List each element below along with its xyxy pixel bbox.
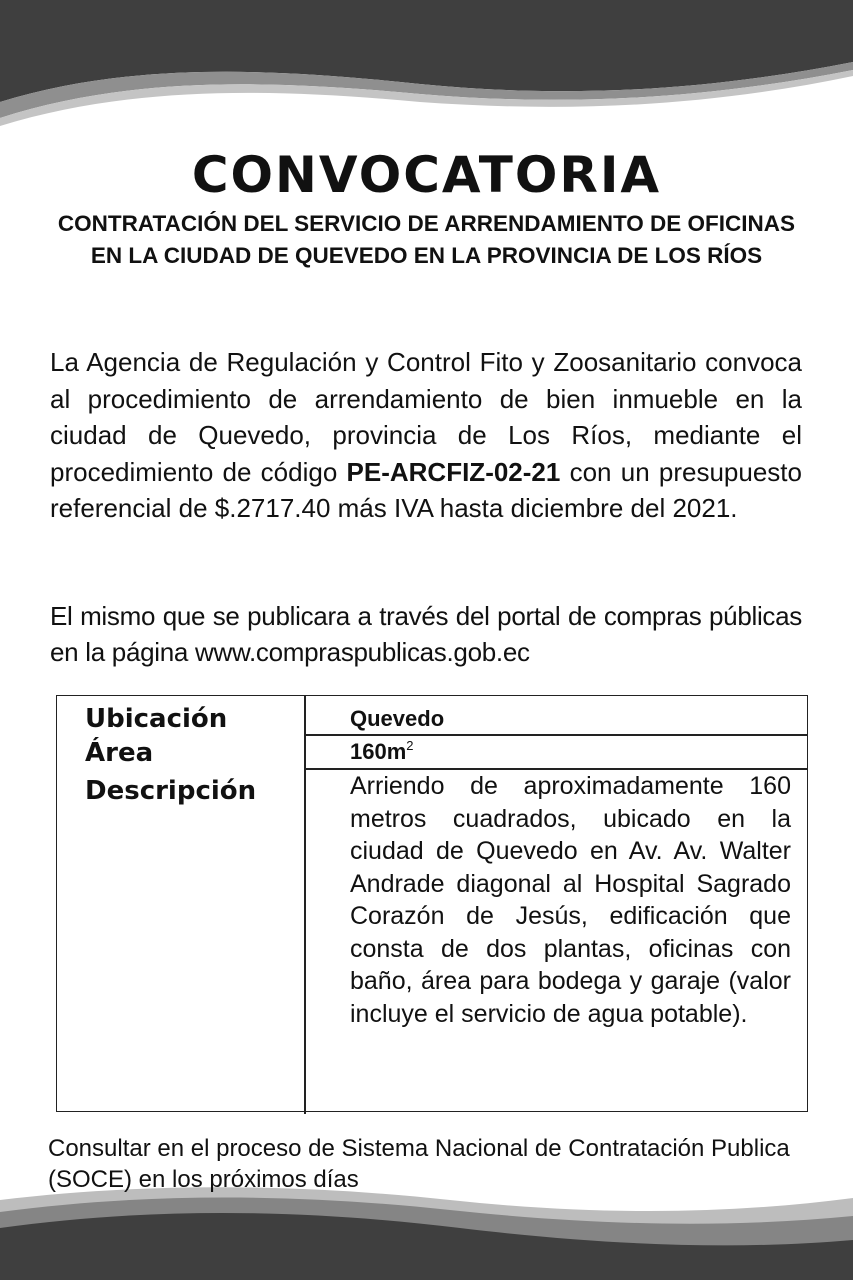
footer-note: Consultar en el proceso de Sistema Nacional de Contratación Publica (SOCE) en los próximos días [48,1135,790,1193]
table-row-divider [304,734,807,736]
table-column-divider [304,696,306,1114]
top-wave-decoration [0,0,853,140]
area-unit-superscript: 2 [406,738,414,753]
details-table [56,695,808,1112]
ubicacion-value: Quevedo [350,706,445,731]
procedure-code: PE-ARCFIZ-02-21 [346,456,561,487]
area-number: 160m [350,739,407,764]
descripcion-value: Arriendo de aproximadamente 160 metros cuadrados, ubicado en la ciudad de Quevedo en Av. Av. Walter Andrade diagonal al Hospital Sagrado Corazón de Jesús, edificación que consta de dos plantas, oficinas con baño, área para bodega y garaje (valor incluye el servicio de agua potable). [350,772,791,1028]
intro-text-after: con un presupuesto referencial de $.2717.40 más IVA hasta diciembre del 2021. [50,456,802,523]
intro-text-before: La Agencia de Regulación y Control Fito y Zoosanitario convoca al procedimiento de arrendamiento de bien inmueble en la ciudad de Quevedo, provincia de Los Ríos, mediante el procedimiento de código [50,347,802,487]
portal-paragraph: El mismo que se publicara a través del portal de compras públicas en la página www.compraspublicas.gob.ec [50,601,802,667]
page-subtitle: CONTRATACIÓN DEL SERVICIO DE ARRENDAMIENTO DE OFICINAS EN LA CIUDAD DE QUEVEDO EN LA PROVINCIA DE LOS RÍOS [57,211,796,268]
descripcion-label: Descripción [85,776,257,806]
intro-paragraph [50,344,802,527]
area-label: Área [85,738,154,768]
ubicacion-label: Ubicación [85,704,228,734]
page-title: CONVOCATORIA [191,146,662,204]
area-value [350,738,414,765]
